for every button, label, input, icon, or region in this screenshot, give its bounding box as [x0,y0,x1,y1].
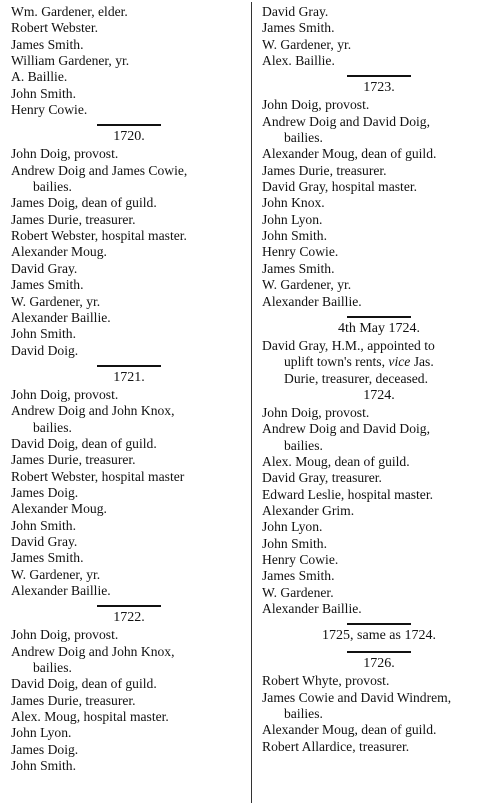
name-line: Alexander Baillie. [262,601,362,616]
provost-line: John Doig, provost. [11,386,119,402]
section-rule [97,605,161,607]
bailies-line: Andrew Doig and John Knox, [11,403,175,419]
name-line: W. Gardener, yr. [262,277,352,293]
name-line: James Doig. [11,741,79,757]
name-line: John Smith. [11,85,76,101]
section-rule [97,124,161,126]
office-line: Robert Webster, hospital master. [11,228,187,244]
bailies-line-continued: bailies. [284,437,323,453]
section-rule [347,75,411,77]
name-line: John Knox. [262,195,325,211]
right-column [262,4,496,755]
list-continued [262,4,496,69]
provost-line: Robert Whyte, provost. [262,673,390,689]
date-heading: 4th May 1724. [337,320,421,336]
name-line: James Smith. [262,260,335,276]
name-line: Alexander Baillie. [262,293,362,309]
provost-line: John Doig, provost. [262,97,370,113]
name-line: John Lyon. [11,725,72,741]
name-line: Alexander Baillie. [11,309,111,325]
name-line: Alexander Moug. [11,501,107,517]
office-line: David Doig, dean of guild. [11,435,157,451]
office-line: James Durie, treasurer. [11,452,136,468]
appointment-note-line [262,354,496,370]
bailies-line-continued: bailies. [33,179,72,195]
section-1726 [262,651,496,755]
section-1725 [262,623,496,645]
office-line: David Gray, hospital master. [262,179,418,195]
provost-line: John Doig, provost. [11,146,119,162]
name-line: Henry Cowie. [262,244,339,260]
bailies-line: Andrew Doig and David Doig, [262,421,431,437]
name-line: W. Gardener, yr. [11,293,101,309]
name-line: James Doig. [11,484,79,500]
name-line: W. Gardener, yr. [262,36,352,52]
section-rule [347,651,411,653]
section-1720 [11,124,247,358]
section-rule [97,365,161,367]
section-rule [347,316,411,318]
name-line: David Doig. [11,342,79,358]
name-line: Robert Webster. [11,20,98,36]
bailies-line: Andrew Doig and James Cowie, [11,162,188,178]
section-1721 [11,365,247,599]
name-line: W. Gardener, yr. [11,566,101,582]
year-heading: 1722. [113,610,145,626]
name-line: Henry Cowie. [11,102,88,118]
office-line: James Durie, treasurer. [262,162,387,178]
name-line: James Smith. [11,277,84,293]
name-line: John Smith. [11,326,76,342]
name-line: Alexander Grim. [262,502,355,518]
section-1722 [11,605,247,774]
bailies-line-continued: bailies. [284,130,323,146]
list-continued [11,4,247,118]
name-line: Alexander Baillie. [11,583,111,598]
name-line: William Gardener, yr. [11,53,130,69]
name-line: John Lyon. [262,519,323,535]
year-heading: 1721. [113,369,145,385]
vice-italic: vice [388,354,411,370]
office-line: James Doig, dean of guild. [11,195,157,211]
name-line: Alexander Moug. [11,244,107,260]
name-line: John Smith. [262,535,327,551]
name-line: W. Gardener. [262,584,334,600]
office-line: Alexander Moug, dean of guild. [262,146,437,162]
year-heading: 1724. [363,387,395,403]
appointment-note-line: Durie, treasurer, deceased. [284,370,428,386]
office-line: James Durie, treasurer. [11,211,136,227]
name-line: Alex. Baillie. [262,53,335,69]
office-line: Edward Leslie, hospital master. [262,486,434,502]
office-line: James Durie, treasurer. [11,692,136,708]
bailies-line: James Cowie and David Windrem, [262,689,452,705]
bailies-line-continued: bailies. [33,419,72,435]
appointment-note-line: David Gray, H.M., appointed to [262,337,435,353]
year-heading: 1720. [113,129,145,145]
name-line: David Gray. [262,4,329,19]
year-heading: 1726. [363,656,395,672]
bailies-line-continued: bailies. [284,706,323,722]
office-line: Alexander Moug, dean of guild. [262,722,437,738]
office-line: David Doig, dean of guild. [11,676,157,692]
name-line: James Smith. [262,20,335,36]
office-line: David Gray, treasurer. [262,470,382,486]
name-line: John Smith. [262,228,327,244]
year-heading: 1725, same as 1724. [322,628,436,644]
name-line: David Gray. [11,533,78,549]
section-4th-may-1724 [262,316,496,387]
year-heading: 1723. [363,80,395,96]
name-line: John Smith. [11,758,76,774]
name-line: James Smith. [11,550,84,566]
name-line: Wm. Gardener, elder. [11,4,128,19]
office-line: Robert Webster, hospital master [11,468,185,484]
office-line: Alex. Moug, dean of guild. [262,453,410,469]
name-line: James Smith. [11,36,84,52]
section-rule [347,623,411,625]
bailies-line-continued: bailies. [33,660,72,676]
office-line: Robert Allardice, treasurer. [262,738,410,754]
name-line: James Smith. [262,568,335,584]
section-1723 [262,75,496,309]
name-line: John Smith. [11,517,76,533]
name-line: John Lyon. [262,211,323,227]
name-line: A. Baillie. [11,69,68,85]
section-1724 [262,387,496,617]
note-text: uplift town's rents, [284,354,385,370]
bailies-line: Andrew Doig and John Knox, [11,643,175,659]
left-column [11,4,247,774]
note-text: Jas. [413,354,434,370]
column-divider [251,2,252,803]
provost-line: John Doig, provost. [11,627,119,643]
office-line: Alex. Moug, hospital master. [11,709,169,725]
bailies-line: Andrew Doig and David Doig, [262,113,431,129]
name-line: David Gray. [11,260,78,276]
provost-line: John Doig, provost. [262,404,370,420]
name-line: Henry Cowie. [262,551,339,567]
